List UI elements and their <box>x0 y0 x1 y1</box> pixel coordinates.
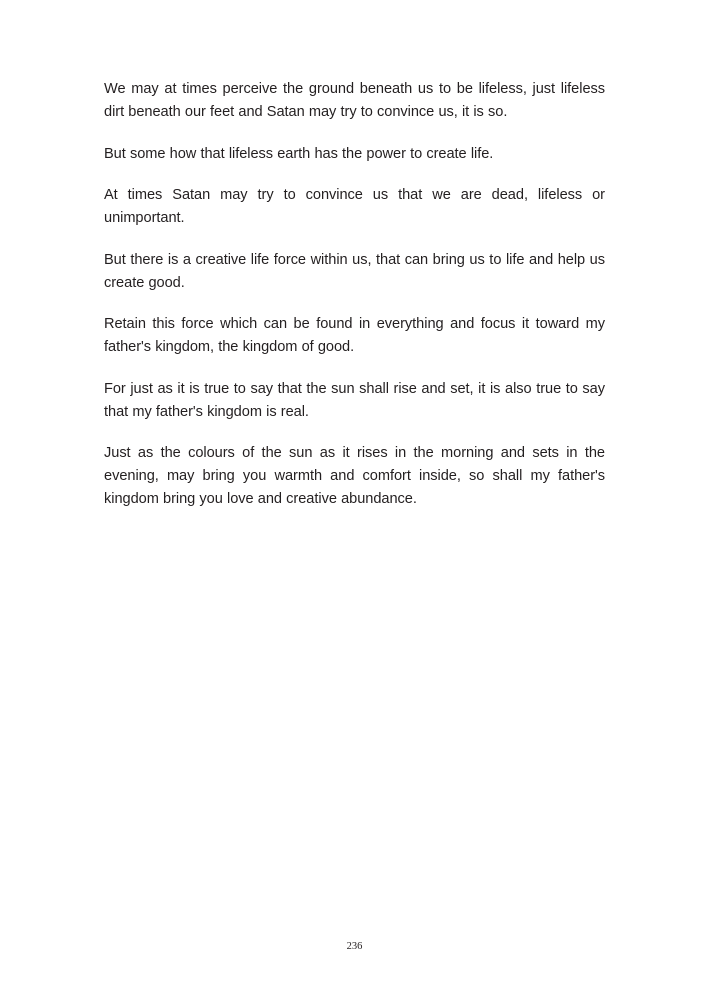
paragraph: Retain this force which can be found in everything and focus it toward my father's kingdom, the kingdom of good. <box>104 316 605 356</box>
page-body-text <box>104 78 605 511</box>
paragraph: But there is a creative life force within us, that can bring us to life and help us create good. <box>104 251 605 291</box>
paragraph: At times Satan may try to convince us that we are dead, lifeless or unimportant. <box>104 187 605 227</box>
paragraph: Just as the colours of the sun as it rises in the morning and sets in the evening, may bring you warmth and comfort inside, so shall my father's kingdom bring you love and creative abundance. <box>104 445 605 507</box>
paragraph: For just as it is true to say that the sun shall rise and set, it is also true to say that my father's kingdom is real. <box>104 380 605 420</box>
page-number: 236 <box>346 941 363 952</box>
paragraph: But some how that lifeless earth has the power to create life. <box>104 145 494 162</box>
paragraph: We may at times perceive the ground beneath us to be lifeless, just lifeless dirt beneath our feet and Satan may try to convince us, it is so. <box>104 81 605 120</box>
